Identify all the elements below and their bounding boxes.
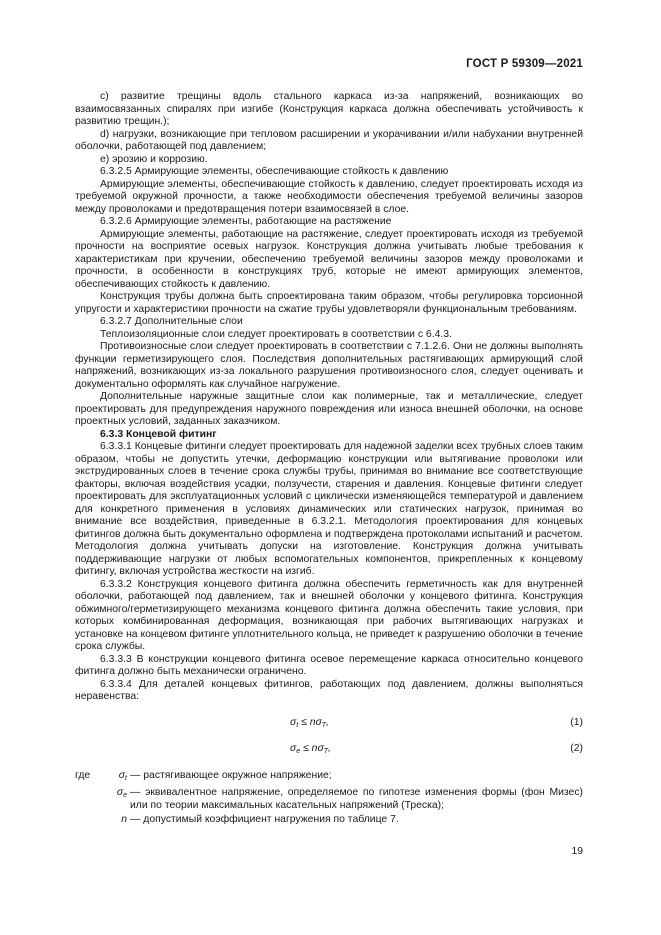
legend-text: — эквивалентное напряжение, определяемое по гипотезе изменения формы (фон Мизес) или по теории максимальных касательных напряжений (Треска); [130,787,583,811]
paragraph: c) развитие трещины вдоль стального каркаса из-за напряжений, возникающих во взаимосвязанных спиралях при изгибе (Конструкция каркаса должна обеспечивать устойчивость к развитию трещин.); [75,91,583,127]
paragraph: 6.3.3.2 Конструкция концевого фитинга должна обеспечить герметичность как для внутренней оболочки, работающей под давлением, так и внешней оболочки у концевого фитинга. Конструкция обжимного/герметизирующего механизма концевого фитинга должна обеспечить такие условия, при которых комбинированная деформация, возникающая при рабочих вытягивающих нагрузках и установке на концевом фитинге уплотнительного кольца, не приведет к разрушению оболочки в течение срока службы. [75,578,583,652]
section-heading: 6.3.2.7 Дополнительные слои [100,316,243,327]
paragraph: Армирующие элементы, обеспечивающие стойкость к давлению, следует проектировать исходя из требуемой окружной прочности, а также необходимости обеспечения требуемой величины зазоров между проволоками и предотвращения потери взаимосвязей в слое. [75,178,583,215]
standard-designation: ГОСТ Р 59309—2021 [466,58,583,70]
legend-text: — растягивающее окружное напряжение; [130,769,332,781]
formula-expression: $\sigma_t \le n\sigma_T$, [290,716,329,729]
paragraph: d) нагрузки, возникающие при тепловом расширении и укорачивании и/или набухании внутренней оболочки, работающей под давлением; [75,128,583,152]
paragraph: Теплоизоляционные слои следует проектировать в соответствии с 6.4.3. [100,328,452,340]
paragraph: e) эрозию и коррозию. [100,153,208,165]
document-body [75,91,583,832]
section-heading: 6.3.2.5 Армирующие элементы, обеспечивающие стойкость к давлению [100,166,449,177]
paragraph: Дополнительные наружные защитные слои как полимерные, так и металлические, следует проектировать для предупреждения наружного повреждения или износа внешней оболочки, на основе проектных условий, заданных заказчиком. [75,391,583,427]
formula-expression: $\sigma_e \le n\sigma_T$, [290,742,331,755]
paragraph: 6.3.3.1 Концевые фитинги следует проектировать для надежной заделки всех трубных слоев таким образом, чтобы не допустить утечки, деформацию конструкции или вытягивание проволоки или экструдированных слоев в течение срока службы трубы, принимая во внимание все соответствующие факторы, включая воздействия усадки, ползучести, старения и давления. Концевые фитинги следует проектировать для эксплуатационных условий с циклически изменяющейся температурой и давлением для конкретного применения в условиях динамических или статических нагрузок, принимая во внимание все воздействия, приведенные в 6.3.2.1. Методология проектирования для концевых фитингов должна быть документально оформлена и подтверждена протоколами испытаний и расчетом. Методология должна учитывать допуски на изготовление. Конструкция должна учитывать поддерживающие нагрузки от любых вспомогательных компонентов, прикрепленных к концевому фитингу, включая устройства жесткости на изгиб. [75,441,583,577]
legend-symbol: $\sigma_t$ [118,769,127,782]
formula-number: (1) [570,716,583,728]
legend-symbol: $\sigma_e$ [116,787,127,799]
paragraph: 6.3.3.4 Для деталей концевых фитингов, работающих под давлением, должны выполняться неравенства: [75,678,583,702]
section-heading: 6.3.2.6 Армирующие элементы, работающие на растяжение [100,216,392,227]
legend-row [75,787,583,812]
legend-row [75,814,583,830]
legend-text: — допустимый коэффициент нагружения по таблице 7. [130,814,399,825]
formula-1 [75,710,583,736]
page-number: 19 [571,846,583,857]
paragraph: Противоизносные слои следует проектировать в соответствии с 7.1.2.6. Они не должны выполнять функции герметизирующего слоя. Последствия дополнительных растягивающих армирующий слой напряжений, возникающих из-за локального разрушения противоизносного слоя, следует оценивать и документально оформлять как случайное нагружение. [75,341,583,390]
paragraph: Армирующие элементы, работающие на растяжение, следует проектировать исходя из требуемой прочности на восприятие осевых нагрузок. Конструкция должна учитывать любые требования к характеристикам при кручении, обеспечению требуемой величины зазоров между проволоками и прочности, в особенности в конструкциях труб, которые не имеют армирующих элементов, обеспечивающих стойкость к давлению. [75,228,583,290]
paragraph: Конструкция трубы должна быть спроектирована таким образом, чтобы регулировка торсионной упругости и характеристики прочности на сжатие трубы удовлетворяли функциональным требованиям. [75,291,583,315]
formula-2 [75,736,583,762]
legend-row [75,770,583,786]
legend-lead-word: где [75,769,91,781]
paragraph: 6.3.3.3 В конструкции концевого фитинга осевое перемещение каркаса относительно концевого фитинга должно быть механически ограничено. [75,653,583,677]
legend-symbol: n [121,814,127,825]
formula-number: (2) [570,742,583,754]
section-heading-bold: 6.3.3 Концевой фитинг [100,428,217,440]
symbol-legend [75,770,583,830]
